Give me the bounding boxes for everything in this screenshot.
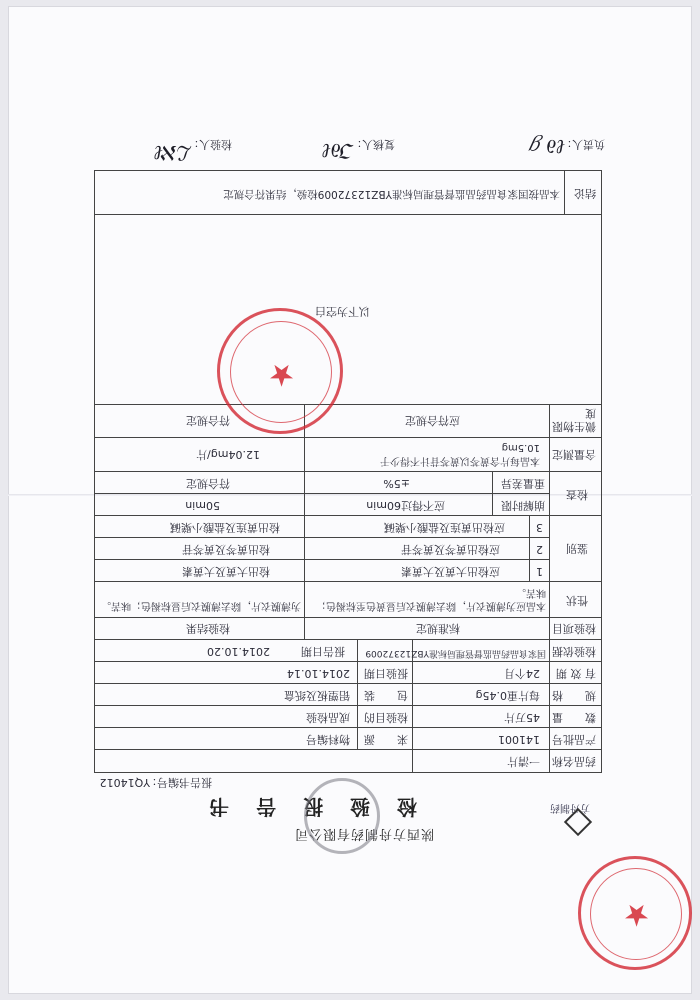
assay-label: 含量测定 <box>552 448 596 461</box>
info-label: 包 装 <box>364 689 408 702</box>
grey-circular-stamp <box>304 778 380 854</box>
info-label: 报验日期 <box>364 667 408 680</box>
report-no: YQ14012 <box>99 776 150 789</box>
identification-label: 鉴别 <box>566 542 588 555</box>
conclusion-text: 本品按国家食品药品监督管理局标准YBZ12372009检验，结果符合规定 <box>223 188 560 200</box>
check-result: 符合规定 <box>186 477 230 490</box>
identification-no: 3 <box>536 521 543 534</box>
red-hospital-stamp <box>578 856 692 970</box>
info-value: 国家食品药品监督管理局标准YBZ12372009 <box>365 648 546 658</box>
info-value: 2014.10.14 <box>287 667 350 680</box>
identification-standard: 应检出黄连及盐酸小檗碱 <box>384 521 505 534</box>
traits-result: 为薄膜衣片，除去薄膜衣后显棕褐色；味苦。 <box>101 600 301 611</box>
info-value: 每片重0.45g <box>475 689 540 702</box>
identification-result: 检出黄连及盐酸小檗碱 <box>170 521 280 534</box>
info-label: 检验目的 <box>364 711 408 724</box>
table-border-bottom <box>94 170 602 171</box>
red-company-stamp <box>217 308 343 434</box>
inspector-label: 检验人： <box>188 138 232 151</box>
company-name: 陕西方舟制药有限公司 <box>293 826 434 841</box>
report-title: 检 验 报 告 书 <box>199 795 417 819</box>
microbial-result: 符合规定 <box>186 414 230 427</box>
microbial-standard: 应符合规定 <box>405 414 460 427</box>
assay-standard: 本品每片含黄芩以黄芩苷计不得少于10.5mg <box>380 442 540 466</box>
results-header-item: 检验项目 <box>552 622 596 635</box>
info-label: 药品名称 <box>552 755 596 768</box>
info-value: 2014.10.20 <box>207 645 270 658</box>
info-value: 铝塑板及纸盒 <box>284 689 350 702</box>
conclusion-label: 结论 <box>574 187 596 200</box>
identification-result: 检出大黄及大黄素 <box>182 565 270 578</box>
info-label: 报告日期 <box>301 645 345 658</box>
identification-no: 2 <box>536 543 543 556</box>
info-value: 141001 <box>498 733 540 746</box>
traits-label: 性状 <box>566 594 588 607</box>
blank-note: 以下为空白 <box>315 305 370 318</box>
results-header-standard: 标准规定 <box>416 622 460 635</box>
approver-label: 负责人： <box>561 138 605 151</box>
identification-standard: 应检出大黄及大黄素 <box>401 565 500 578</box>
traits-standard: 本品应为薄膜衣片，除去薄膜衣后显黄色至棕褐色；味苦。 <box>316 587 546 611</box>
info-value: 一清片 <box>507 755 540 768</box>
info-label: 有 效 期 <box>556 667 596 680</box>
company-logo-text: 方舟制药 <box>550 802 590 813</box>
info-value: 45万片 <box>504 711 540 724</box>
info-label: 规 格 <box>552 689 596 702</box>
identification-result: 检出黄芩及黄芩苷 <box>182 543 270 556</box>
inspector-signature: ℒℵℓ <box>154 141 192 165</box>
check-standard: 应不得过60min <box>366 499 445 512</box>
approver-signature: ℓ∂ℊ <box>526 135 565 159</box>
info-value: 24个月 <box>504 667 540 680</box>
checks-label: 检查 <box>566 488 588 501</box>
info-label: 来 源 <box>364 733 408 746</box>
report-no-label: 报告书编号： <box>146 776 212 789</box>
microbial-label: 微生物限度 <box>552 407 596 433</box>
stamp-star-icon: ★ <box>268 357 295 392</box>
reviewer-signature: ℑ∂ℓ <box>322 139 355 163</box>
identification-standard: 应检出黄芩及黄芩苷 <box>401 543 500 556</box>
info-label: 产品批号 <box>552 733 596 746</box>
info-label: 检验依据 <box>552 645 596 658</box>
info-value: 物料编号 <box>306 733 350 746</box>
check-standard: ±5% <box>383 477 410 490</box>
identification-no: 1 <box>536 565 543 578</box>
table-border-top <box>94 772 602 773</box>
reviewer-label: 复核人： <box>351 138 395 151</box>
assay-result: 12.04mg/片 <box>196 448 260 461</box>
info-value: 成品检验 <box>306 711 350 724</box>
check-result: 50min <box>185 499 220 512</box>
check-item: 重量差异 <box>501 477 545 490</box>
check-item: 崩解时限 <box>501 499 545 512</box>
info-label: 数 量 <box>552 711 596 724</box>
results-header-result: 检验结果 <box>186 622 230 635</box>
stamp-star-icon: ★ <box>623 897 650 932</box>
